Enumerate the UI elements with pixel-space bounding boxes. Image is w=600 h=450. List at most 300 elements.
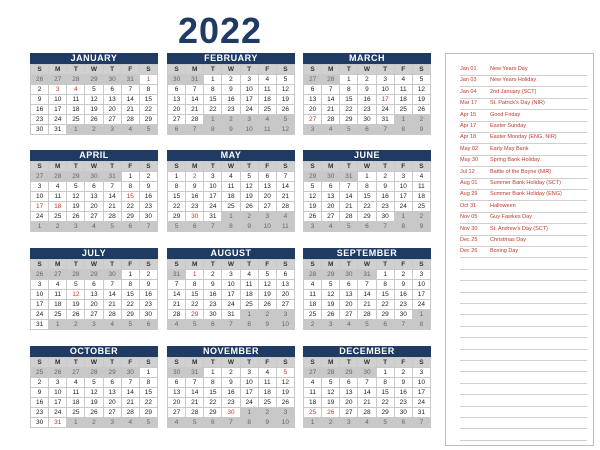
day-cell: 15 <box>186 290 204 300</box>
weekday-header: F <box>395 162 413 172</box>
day-cell: 1 <box>204 75 222 85</box>
day-cell: 3 <box>104 418 122 428</box>
month-may <box>167 150 295 232</box>
day-cell: 7 <box>104 182 122 192</box>
day-cell: 31 <box>186 368 204 378</box>
day-cell: 26 <box>85 115 103 125</box>
day-cell: 11 <box>259 378 277 388</box>
day-cell: 31 <box>186 75 204 85</box>
day-cell: 28 <box>322 75 340 85</box>
day-cell: 2 <box>259 408 277 418</box>
day-cell: 18 <box>395 95 413 105</box>
day-cell: 30 <box>322 172 340 182</box>
day-cell: 31 <box>340 172 358 182</box>
weekday-header: M <box>49 65 67 75</box>
day-cell: 12 <box>277 378 295 388</box>
day-cell: 7 <box>186 125 204 135</box>
day-cell: 1 <box>241 310 259 320</box>
day-cell: 20 <box>277 290 295 300</box>
day-cell: 9 <box>377 182 395 192</box>
day-cell: 18 <box>304 300 322 310</box>
day-cell: 22 <box>122 202 140 212</box>
holiday-name: Summer Bank Holiday (SCT) <box>490 180 561 186</box>
day-cell: 4 <box>104 320 122 330</box>
day-cell: 7 <box>168 280 186 290</box>
day-cell: 27 <box>49 270 67 280</box>
day-cell: 7 <box>122 378 140 388</box>
holiday-date: Jan 04 <box>460 88 477 95</box>
month-name: OCTOBER <box>30 346 158 357</box>
holiday-name: Battle of the Boyne (NIR) <box>490 168 552 175</box>
day-cell: 26 <box>322 310 340 320</box>
day-cell: 12 <box>67 290 85 300</box>
holiday-date: Jan 03 <box>460 77 477 84</box>
day-cell: 12 <box>85 95 103 105</box>
day-cell: 25 <box>241 300 259 310</box>
day-cell: 27 <box>340 310 358 320</box>
day-cell: 29 <box>122 310 140 320</box>
day-cell: 2 <box>140 172 158 182</box>
day-cell: 28 <box>322 115 340 125</box>
holiday-date: Nov 30 <box>460 225 478 232</box>
day-cell: 26 <box>31 75 49 85</box>
day-cell: 4 <box>395 75 413 85</box>
day-cell: 23 <box>395 398 413 408</box>
day-cell: 20 <box>322 202 340 212</box>
weekday-header: F <box>122 260 140 270</box>
day-cell: 21 <box>122 398 140 408</box>
day-cell: 7 <box>277 172 295 182</box>
day-cell: 31 <box>49 125 67 135</box>
weekday-header: M <box>186 260 204 270</box>
day-cell: 3 <box>49 378 67 388</box>
day-cell: 30 <box>358 115 376 125</box>
holiday-row <box>460 144 587 156</box>
day-cell: 7 <box>204 222 222 232</box>
day-cell: 14 <box>104 290 122 300</box>
day-grid <box>167 357 295 428</box>
month-name: JULY <box>30 248 158 259</box>
day-cell: 2 <box>204 270 222 280</box>
day-cell: 15 <box>377 290 395 300</box>
day-cell: 28 <box>122 408 140 418</box>
day-cell: 13 <box>104 95 122 105</box>
blank-line <box>460 417 587 429</box>
day-cell: 1 <box>204 368 222 378</box>
weekday-header: W <box>358 260 376 270</box>
weekday-header: S <box>277 162 295 172</box>
day-cell: 6 <box>104 378 122 388</box>
day-cell: 8 <box>122 280 140 290</box>
day-cell: 23 <box>31 408 49 418</box>
day-cell: 15 <box>122 192 140 202</box>
day-cell: 30 <box>140 310 158 320</box>
year-title: 2022 <box>177 10 263 51</box>
day-cell: 17 <box>49 105 67 115</box>
weekday-header: S <box>168 358 186 368</box>
day-cell: 6 <box>204 418 222 428</box>
day-cell: 24 <box>49 408 67 418</box>
day-cell: 7 <box>358 280 376 290</box>
day-cell: 3 <box>31 182 49 192</box>
weekday-header: T <box>204 162 222 172</box>
day-cell: 11 <box>277 222 295 232</box>
day-cell: 20 <box>168 105 186 115</box>
day-cell: 3 <box>322 320 340 330</box>
day-grid <box>167 259 295 330</box>
month-july <box>30 248 158 330</box>
day-cell: 2 <box>395 368 413 378</box>
day-cell: 16 <box>140 192 158 202</box>
holiday-row <box>460 178 587 190</box>
day-cell: 22 <box>204 105 222 115</box>
holiday-name: Early May Bank <box>490 145 529 152</box>
weekday-header: M <box>186 358 204 368</box>
day-cell: 18 <box>49 202 67 212</box>
month-name: JUNE <box>303 150 431 161</box>
day-cell: 30 <box>395 310 413 320</box>
day-cell: 5 <box>322 378 340 388</box>
day-cell: 10 <box>31 290 49 300</box>
day-cell: 9 <box>395 378 413 388</box>
day-cell: 4 <box>304 378 322 388</box>
weekday-header: F <box>122 162 140 172</box>
holiday-date: Mar 17 <box>460 100 478 107</box>
blank-line <box>460 269 587 281</box>
day-cell: 30 <box>340 270 358 280</box>
day-cell: 14 <box>340 192 358 202</box>
day-cell: 30 <box>104 270 122 280</box>
day-cell: 4 <box>241 270 259 280</box>
day-cell: 22 <box>168 202 186 212</box>
day-cell: 19 <box>67 300 85 310</box>
blank-line <box>460 383 587 395</box>
day-cell: 9 <box>204 280 222 290</box>
day-cell: 11 <box>259 85 277 95</box>
day-cell: 9 <box>413 125 431 135</box>
month-name: NOVEMBER <box>167 346 295 357</box>
day-cell: 4 <box>168 320 186 330</box>
day-cell: 3 <box>222 270 240 280</box>
day-cell: 25 <box>259 105 277 115</box>
weekday-header: T <box>241 358 259 368</box>
day-cell: 10 <box>277 320 295 330</box>
weekday-header: S <box>31 358 49 368</box>
day-cell: 1 <box>377 368 395 378</box>
day-cell: 17 <box>413 290 431 300</box>
weekday-header: S <box>277 260 295 270</box>
day-cell: 7 <box>377 222 395 232</box>
blank-line <box>460 372 587 384</box>
day-cell: 27 <box>85 310 103 320</box>
day-cell: 20 <box>340 398 358 408</box>
month-name: SEPTEMBER <box>303 248 431 259</box>
day-cell: 28 <box>67 270 85 280</box>
weekday-header: F <box>122 358 140 368</box>
holiday-date: Apr 18 <box>460 134 477 141</box>
day-cell: 4 <box>67 378 85 388</box>
day-cell: 2 <box>222 115 240 125</box>
day-cell: 30 <box>186 212 204 222</box>
day-cell: 23 <box>140 202 158 212</box>
day-cell: 15 <box>140 95 158 105</box>
day-grid <box>303 357 431 428</box>
day-cell: 8 <box>395 222 413 232</box>
day-cell: 17 <box>395 192 413 202</box>
day-cell: 9 <box>259 418 277 428</box>
day-cell: 1 <box>413 310 431 320</box>
day-cell: 27 <box>259 202 277 212</box>
day-cell: 27 <box>277 300 295 310</box>
weekday-header: S <box>304 358 322 368</box>
day-cell: 3 <box>31 280 49 290</box>
day-cell: 10 <box>49 95 67 105</box>
day-cell: 19 <box>322 300 340 310</box>
holiday-row <box>460 110 587 122</box>
weekday-header: T <box>340 358 358 368</box>
day-cell: 6 <box>277 270 295 280</box>
day-cell: 17 <box>49 398 67 408</box>
day-cell: 24 <box>241 105 259 115</box>
day-cell: 26 <box>49 368 67 378</box>
day-cell: 26 <box>241 202 259 212</box>
day-cell: 15 <box>204 95 222 105</box>
day-cell: 16 <box>358 95 376 105</box>
day-cell: 6 <box>104 85 122 95</box>
weekday-header: T <box>340 65 358 75</box>
day-cell: 30 <box>104 75 122 85</box>
day-cell: 25 <box>67 408 85 418</box>
weekday-header: T <box>340 162 358 172</box>
weekday-header: S <box>168 162 186 172</box>
day-cell: 5 <box>186 320 204 330</box>
month-june <box>303 150 431 232</box>
weekday-header: S <box>168 260 186 270</box>
day-cell: 2 <box>259 310 277 320</box>
day-cell: 29 <box>204 408 222 418</box>
day-cell: 3 <box>49 85 67 95</box>
day-cell: 3 <box>277 408 295 418</box>
day-cell: 6 <box>358 125 376 135</box>
day-cell: 20 <box>85 300 103 310</box>
weekday-header: S <box>140 358 158 368</box>
day-cell: 18 <box>259 95 277 105</box>
day-cell: 13 <box>322 192 340 202</box>
day-cell: 29 <box>104 368 122 378</box>
day-cell: 29 <box>122 212 140 222</box>
weekday-header: M <box>322 65 340 75</box>
day-cell: 6 <box>186 222 204 232</box>
day-cell: 4 <box>168 418 186 428</box>
day-cell: 2 <box>413 115 431 125</box>
holiday-row <box>460 132 587 144</box>
day-cell: 24 <box>31 212 49 222</box>
day-cell: 30 <box>377 212 395 222</box>
day-grid <box>30 64 158 135</box>
day-cell: 19 <box>241 192 259 202</box>
day-cell: 4 <box>259 75 277 85</box>
holiday-name: St. Andrew's Day (SCT) <box>490 225 548 232</box>
day-cell: 21 <box>340 202 358 212</box>
blank-line <box>460 281 587 293</box>
weekday-header: T <box>241 260 259 270</box>
day-cell: 4 <box>259 115 277 125</box>
holiday-date: Oct 31 <box>460 202 477 209</box>
holiday-date: Dec 25 <box>460 237 478 243</box>
day-cell: 8 <box>222 222 240 232</box>
day-cell: 8 <box>122 182 140 192</box>
month-name: DECEMBER <box>303 346 431 357</box>
day-cell: 29 <box>340 368 358 378</box>
day-cell: 28 <box>85 368 103 378</box>
holiday-list-panel <box>445 53 594 446</box>
day-cell: 31 <box>168 270 186 280</box>
day-cell: 26 <box>277 105 295 115</box>
day-cell: 23 <box>204 300 222 310</box>
day-cell: 30 <box>31 418 49 428</box>
day-cell: 1 <box>140 368 158 378</box>
day-cell: 27 <box>304 75 322 85</box>
day-cell: 31 <box>413 408 431 418</box>
day-cell: 15 <box>358 192 376 202</box>
weekday-header: F <box>259 260 277 270</box>
day-cell: 13 <box>304 95 322 105</box>
weekday-header: T <box>340 260 358 270</box>
month-march <box>303 53 431 135</box>
day-cell: 26 <box>67 212 85 222</box>
weekday-header: T <box>377 260 395 270</box>
day-cell: 24 <box>222 300 240 310</box>
day-cell: 2 <box>358 75 376 85</box>
day-cell: 4 <box>413 172 431 182</box>
day-cell: 21 <box>122 105 140 115</box>
day-cell: 14 <box>358 388 376 398</box>
day-cell: 2 <box>222 75 240 85</box>
day-cell: 18 <box>49 300 67 310</box>
weekday-header: S <box>304 162 322 172</box>
weekday-header: F <box>395 65 413 75</box>
day-cell: 24 <box>31 310 49 320</box>
day-cell: 9 <box>241 222 259 232</box>
day-cell: 29 <box>85 270 103 280</box>
day-cell: 28 <box>67 75 85 85</box>
day-cell: 6 <box>304 85 322 95</box>
day-cell: 3 <box>85 320 103 330</box>
day-cell: 25 <box>49 310 67 320</box>
day-cell: 5 <box>277 115 295 125</box>
day-cell: 4 <box>340 320 358 330</box>
blank-line <box>460 315 587 327</box>
day-cell: 2 <box>186 172 204 182</box>
day-cell: 13 <box>277 280 295 290</box>
blank-line <box>460 406 587 418</box>
day-cell: 8 <box>377 378 395 388</box>
day-cell: 31 <box>222 310 240 320</box>
holiday-date: Apr 15 <box>460 111 477 118</box>
day-cell: 18 <box>413 192 431 202</box>
day-cell: 26 <box>259 300 277 310</box>
day-cell: 26 <box>31 270 49 280</box>
day-cell: 1 <box>358 172 376 182</box>
weekday-header: T <box>241 162 259 172</box>
day-cell: 5 <box>140 418 158 428</box>
day-cell: 5 <box>259 270 277 280</box>
day-cell: 4 <box>49 280 67 290</box>
day-cell: 8 <box>140 85 158 95</box>
day-cell: 4 <box>358 418 376 428</box>
blank-line <box>460 349 587 361</box>
day-cell: 29 <box>377 408 395 418</box>
day-cell: 31 <box>104 172 122 182</box>
day-cell: 3 <box>204 172 222 182</box>
holiday-name: Spring Bank Holiday <box>490 157 540 164</box>
day-cell: 29 <box>340 115 358 125</box>
weekday-header: F <box>259 65 277 75</box>
day-cell: 24 <box>413 300 431 310</box>
day-cell: 24 <box>395 202 413 212</box>
day-cell: 3 <box>241 368 259 378</box>
weekday-header: F <box>259 162 277 172</box>
day-cell: 13 <box>168 388 186 398</box>
day-cell: 7 <box>322 85 340 95</box>
day-cell: 25 <box>413 202 431 212</box>
day-cell: 30 <box>395 408 413 418</box>
day-cell: 14 <box>277 182 295 192</box>
weekday-header: W <box>85 260 103 270</box>
day-cell: 16 <box>377 192 395 202</box>
day-cell: 1 <box>395 212 413 222</box>
holiday-date: May 02 <box>460 145 479 152</box>
day-cell: 27 <box>304 368 322 378</box>
weekday-header: M <box>186 65 204 75</box>
day-cell: 6 <box>322 182 340 192</box>
day-cell: 27 <box>67 368 85 378</box>
weekday-header: W <box>222 358 240 368</box>
day-cell: 31 <box>49 418 67 428</box>
day-cell: 19 <box>85 105 103 115</box>
day-cell: 5 <box>277 368 295 378</box>
day-cell: 6 <box>168 125 186 135</box>
day-cell: 8 <box>377 280 395 290</box>
day-cell: 28 <box>304 270 322 280</box>
holiday-name: Easter Monday (ENG, NIR) <box>490 134 557 141</box>
day-cell: 23 <box>222 105 240 115</box>
holiday-name: Easter Sunday <box>490 123 527 129</box>
day-cell: 23 <box>186 202 204 212</box>
weekday-header: M <box>322 162 340 172</box>
day-cell: 1 <box>186 270 204 280</box>
day-cell: 13 <box>85 192 103 202</box>
day-cell: 2 <box>322 418 340 428</box>
day-cell: 6 <box>85 182 103 192</box>
day-cell: 29 <box>186 310 204 320</box>
day-cell: 12 <box>241 182 259 192</box>
day-cell: 10 <box>377 85 395 95</box>
day-cell: 7 <box>186 85 204 95</box>
day-cell: 15 <box>377 388 395 398</box>
day-cell: 14 <box>122 388 140 398</box>
day-cell: 27 <box>168 408 186 418</box>
day-cell: 19 <box>85 398 103 408</box>
day-cell: 11 <box>304 290 322 300</box>
day-cell: 2 <box>304 320 322 330</box>
day-cell: 3 <box>395 172 413 182</box>
day-cell: 30 <box>204 310 222 320</box>
day-cell: 13 <box>340 388 358 398</box>
day-cell: 26 <box>413 105 431 115</box>
blank-line <box>460 338 587 350</box>
day-cell: 6 <box>377 320 395 330</box>
